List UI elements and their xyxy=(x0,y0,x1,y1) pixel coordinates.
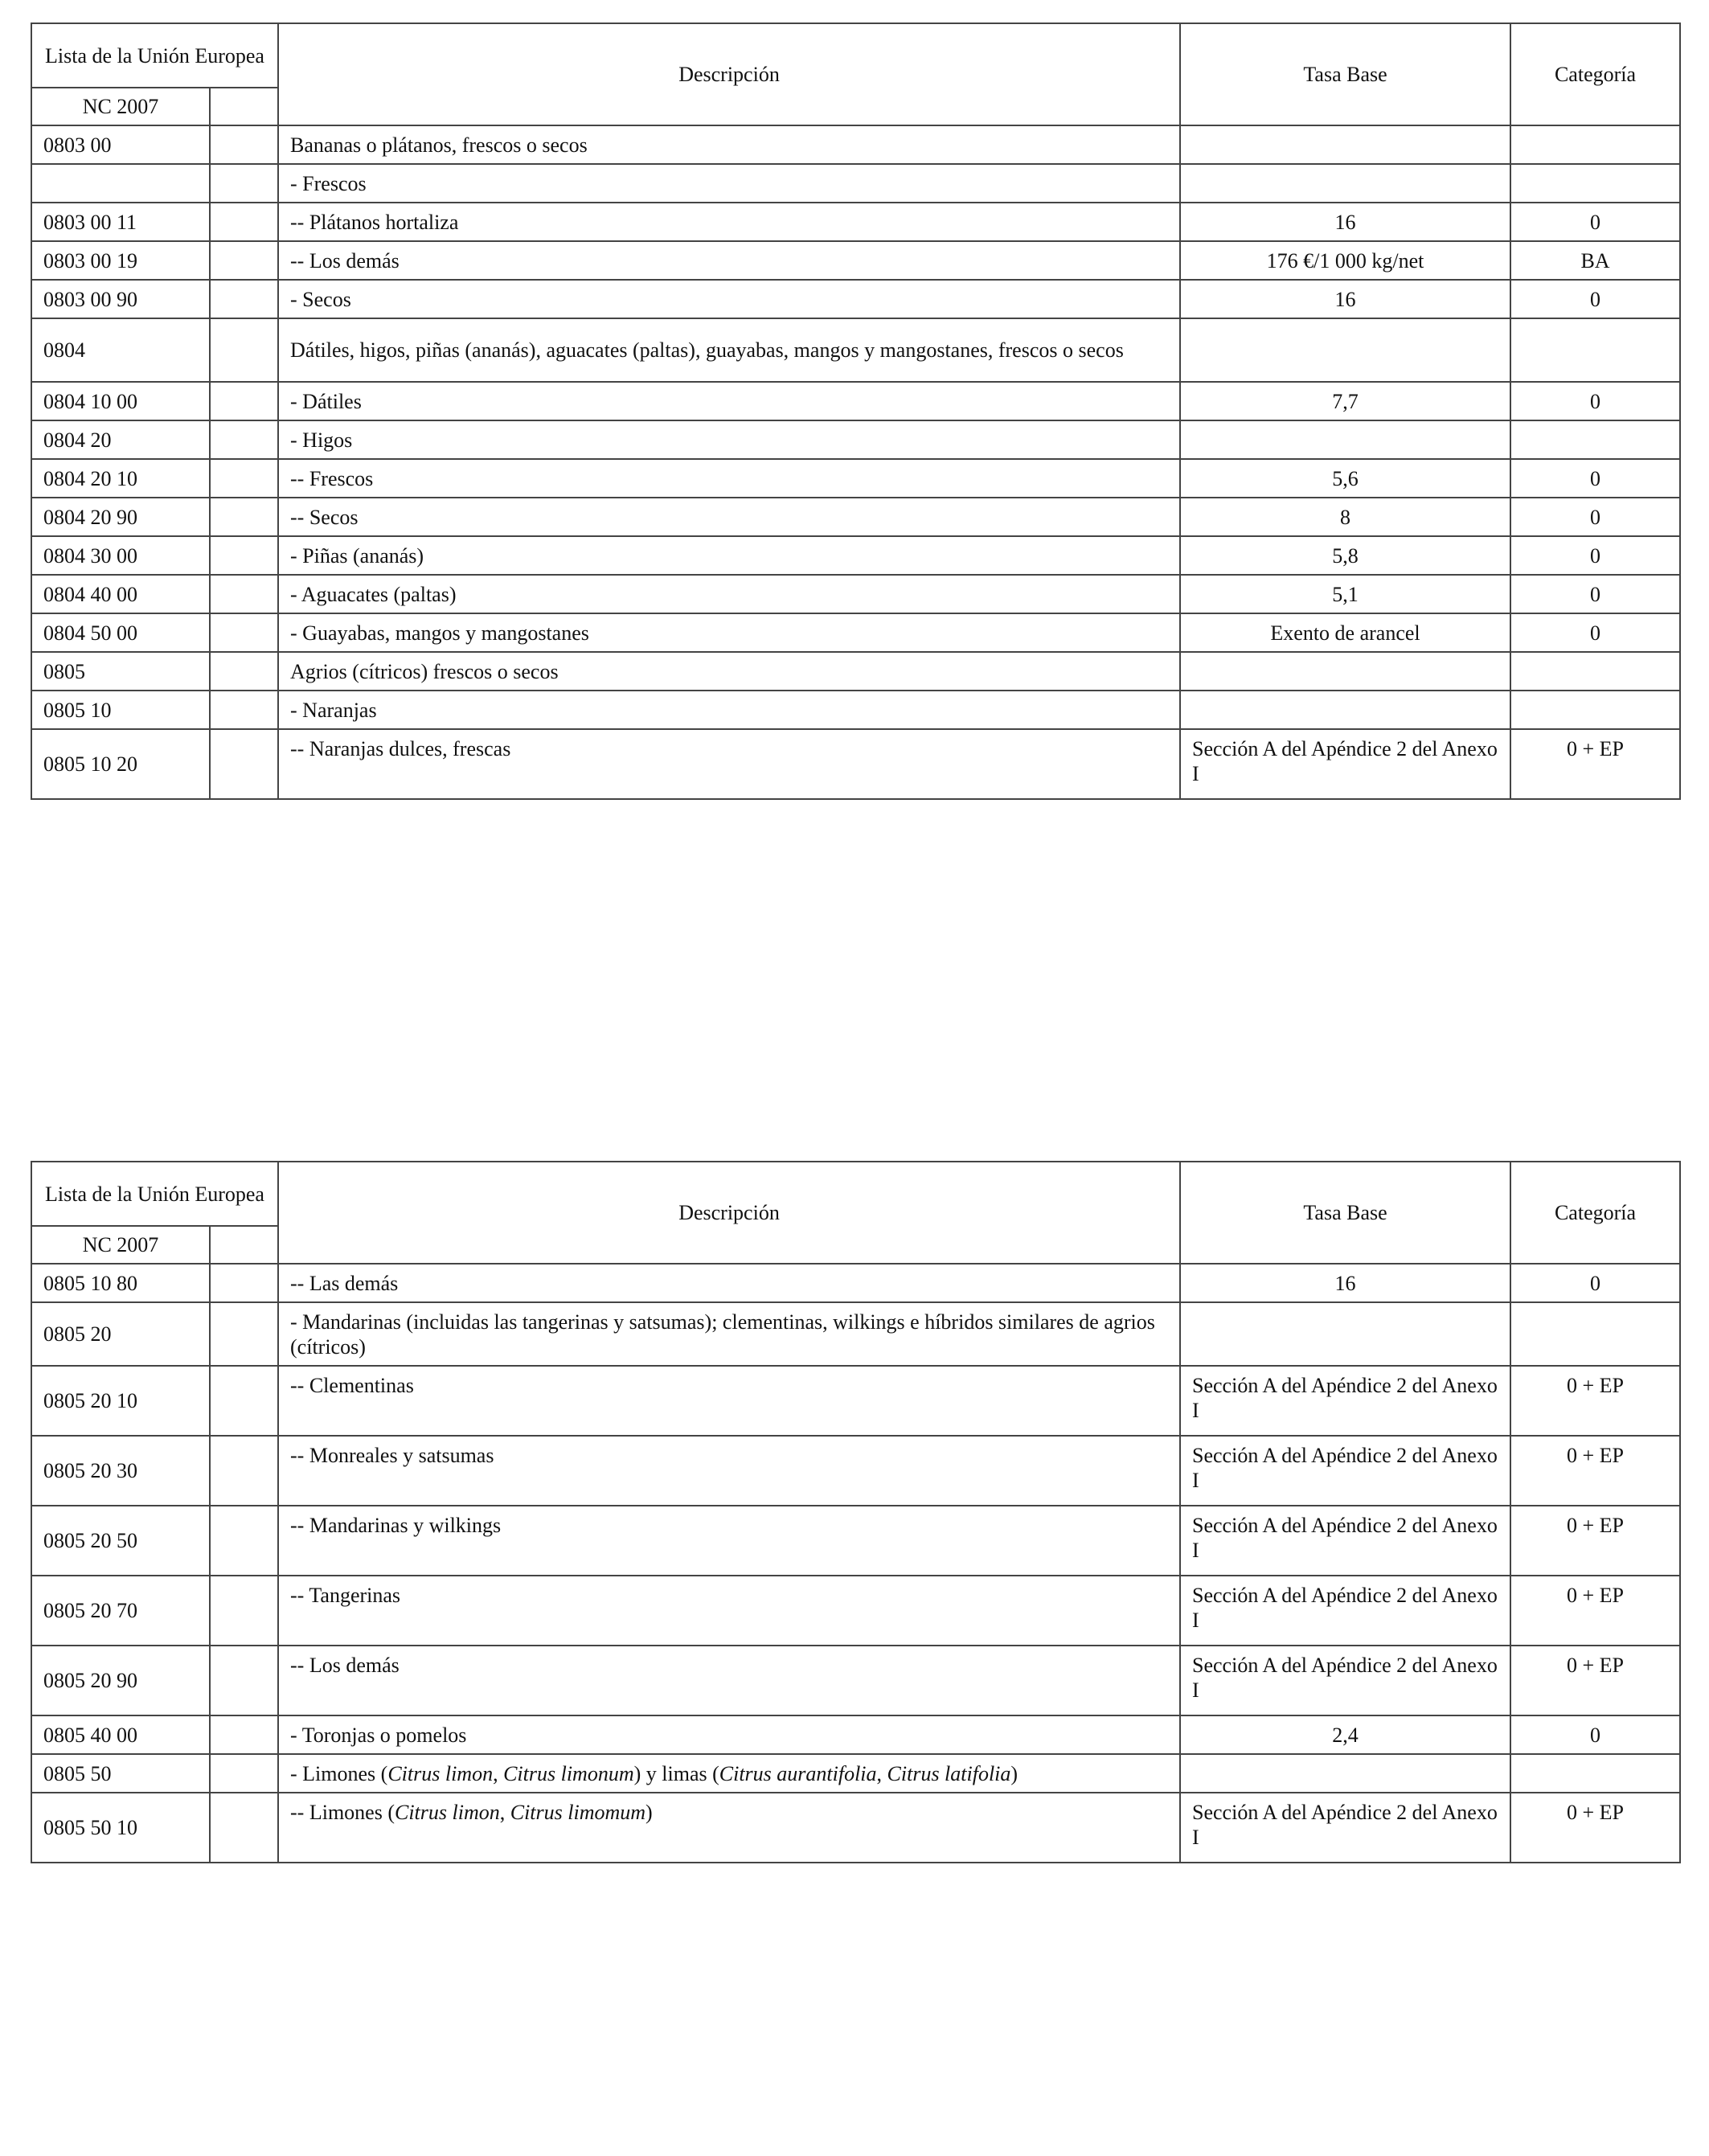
base-rate xyxy=(1180,691,1510,729)
category: 0 xyxy=(1510,613,1680,652)
header-base-rate: Tasa Base xyxy=(1180,23,1510,125)
blank-cell xyxy=(210,652,278,691)
nc-code: 0803 00 19 xyxy=(31,241,210,280)
table-row xyxy=(31,382,1680,420)
description: - Higos xyxy=(278,420,1180,459)
category: 0 + EP xyxy=(1510,1436,1680,1506)
header-category: Categoría xyxy=(1510,23,1680,125)
blank-cell xyxy=(210,498,278,536)
base-rate: 176 €/1 000 kg/net xyxy=(1180,241,1510,280)
blank-cell xyxy=(210,729,278,799)
category xyxy=(1510,125,1680,164)
base-rate: Sección A del Apéndice 2 del Anexo I xyxy=(1180,1793,1510,1863)
blank-cell xyxy=(210,536,278,575)
blank-cell xyxy=(210,1264,278,1302)
nc-code: 0803 00 90 xyxy=(31,280,210,318)
description-text: ) xyxy=(1010,1761,1018,1785)
description: - Naranjas xyxy=(278,691,1180,729)
table-row xyxy=(31,164,1680,203)
nc-code: 0805 20 xyxy=(31,1302,210,1366)
tariff-table-2 xyxy=(31,1161,1681,1863)
table-row xyxy=(31,652,1680,691)
description: - Toronjas o pomelos xyxy=(278,1715,1180,1754)
category: 0 + EP xyxy=(1510,1793,1680,1863)
blank-cell xyxy=(210,125,278,164)
table-row xyxy=(31,241,1680,280)
species-name: Citrus limonum xyxy=(503,1761,634,1785)
category xyxy=(1510,420,1680,459)
base-rate: 16 xyxy=(1180,1264,1510,1302)
nc-code: 0805 10 80 xyxy=(31,1264,210,1302)
nc-code: 0804 30 00 xyxy=(31,536,210,575)
category: 0 xyxy=(1510,382,1680,420)
nc-code: 0804 40 00 xyxy=(31,575,210,613)
nc-code: 0805 50 xyxy=(31,1754,210,1793)
species-name: Citrus limon xyxy=(394,1801,500,1824)
table-row xyxy=(31,420,1680,459)
base-rate: Sección A del Apéndice 2 del Anexo I xyxy=(1180,1366,1510,1436)
base-rate: Exento de arancel xyxy=(1180,613,1510,652)
nc-code: 0805 20 30 xyxy=(31,1436,210,1506)
description xyxy=(278,1793,1180,1863)
blank-cell xyxy=(210,164,278,203)
base-rate xyxy=(1180,420,1510,459)
nc-code: 0804 20 90 xyxy=(31,498,210,536)
base-rate: Sección A del Apéndice 2 del Anexo I xyxy=(1180,1506,1510,1576)
blank-cell xyxy=(210,420,278,459)
category: 0 xyxy=(1510,459,1680,498)
base-rate: 16 xyxy=(1180,280,1510,318)
category xyxy=(1510,1302,1680,1366)
base-rate xyxy=(1180,164,1510,203)
base-rate: Sección A del Apéndice 2 del Anexo I xyxy=(1180,1436,1510,1506)
nc-code: 0804 20 xyxy=(31,420,210,459)
description: -- Mandarinas y wilkings xyxy=(278,1506,1180,1576)
category: 0 xyxy=(1510,575,1680,613)
header-description: Descripción xyxy=(278,23,1180,125)
category: 0 + EP xyxy=(1510,1366,1680,1436)
base-rate xyxy=(1180,1302,1510,1366)
description: - Mandarinas (incluidas las tangerinas y satsumas); clementinas, wilkings e híbridos similares de agrios (cítricos) xyxy=(278,1302,1180,1366)
table-row xyxy=(31,729,1680,799)
table-row xyxy=(31,1754,1680,1793)
header-list-label: Lista de la Unión Europea xyxy=(31,1162,278,1226)
blank-cell xyxy=(210,1506,278,1576)
description: - Aguacates (paltas) xyxy=(278,575,1180,613)
blank-cell xyxy=(210,318,278,382)
table-row xyxy=(31,613,1680,652)
description: - Piñas (ananás) xyxy=(278,536,1180,575)
table-row xyxy=(31,691,1680,729)
nc-code: 0805 40 00 xyxy=(31,1715,210,1754)
description: -- Secos xyxy=(278,498,1180,536)
description: -- Monreales y satsumas xyxy=(278,1436,1180,1506)
blank-cell xyxy=(210,203,278,241)
blank-cell xyxy=(210,613,278,652)
category: 0 xyxy=(1510,280,1680,318)
table-row xyxy=(31,280,1680,318)
nc-code: 0805 10 20 xyxy=(31,729,210,799)
table-row xyxy=(31,1436,1680,1506)
header-list-label: Lista de la Unión Europea xyxy=(31,23,278,88)
table-row xyxy=(31,498,1680,536)
table-row xyxy=(31,1793,1680,1863)
category xyxy=(1510,318,1680,382)
blank-cell xyxy=(210,382,278,420)
species-name: Citrus limon xyxy=(387,1761,494,1785)
blank-cell xyxy=(210,1793,278,1863)
category: 0 xyxy=(1510,498,1680,536)
nc-code: 0805 20 10 xyxy=(31,1366,210,1436)
description: -- Los demás xyxy=(278,241,1180,280)
description: -- Tangerinas xyxy=(278,1576,1180,1646)
description-text: -- Limones ( xyxy=(290,1801,395,1824)
description: - Guayabas, mangos y mangostanes xyxy=(278,613,1180,652)
description xyxy=(278,1754,1180,1793)
table-row xyxy=(31,318,1680,382)
table-row xyxy=(31,536,1680,575)
table-row xyxy=(31,575,1680,613)
header-description: Descripción xyxy=(278,1162,1180,1264)
blank-cell xyxy=(210,575,278,613)
nc-code: 0805 xyxy=(31,652,210,691)
category: 0 + EP xyxy=(1510,1576,1680,1646)
description-text: ) y limas ( xyxy=(633,1761,719,1785)
table-row xyxy=(31,1715,1680,1754)
category: 0 xyxy=(1510,536,1680,575)
category xyxy=(1510,1754,1680,1793)
category xyxy=(1510,691,1680,729)
category: 0 + EP xyxy=(1510,1506,1680,1576)
nc-code: 0804 xyxy=(31,318,210,382)
description-text: ) xyxy=(645,1801,653,1824)
description: Agrios (cítricos) frescos o secos xyxy=(278,652,1180,691)
nc-code: 0804 20 10 xyxy=(31,459,210,498)
base-rate: 16 xyxy=(1180,203,1510,241)
description: Bananas o plátanos, frescos o secos xyxy=(278,125,1180,164)
table-row xyxy=(31,1366,1680,1436)
blank-cell xyxy=(210,459,278,498)
base-rate: Sección A del Apéndice 2 del Anexo I xyxy=(1180,1576,1510,1646)
nc-code: 0804 10 00 xyxy=(31,382,210,420)
base-rate: 2,4 xyxy=(1180,1715,1510,1754)
table-row xyxy=(31,1576,1680,1646)
description: -- Plátanos hortaliza xyxy=(278,203,1180,241)
category: 0 + EP xyxy=(1510,1646,1680,1715)
blank-cell xyxy=(210,280,278,318)
description-text: , xyxy=(493,1761,504,1785)
nc-code: 0805 10 xyxy=(31,691,210,729)
base-rate: 5,6 xyxy=(1180,459,1510,498)
category: 0 xyxy=(1510,1264,1680,1302)
table-row xyxy=(31,125,1680,164)
description-text: , xyxy=(499,1801,510,1824)
blank-cell xyxy=(210,241,278,280)
category xyxy=(1510,652,1680,691)
description: -- Frescos xyxy=(278,459,1180,498)
nc-code: 0805 20 90 xyxy=(31,1646,210,1715)
description: -- Los demás xyxy=(278,1646,1180,1715)
nc-code: 0805 20 50 xyxy=(31,1506,210,1576)
description: -- Clementinas xyxy=(278,1366,1180,1436)
header-category: Categoría xyxy=(1510,1162,1680,1264)
description-text: - Limones ( xyxy=(290,1761,388,1785)
header-base-rate: Tasa Base xyxy=(1180,1162,1510,1264)
nc-code: 0803 00 11 xyxy=(31,203,210,241)
table-row xyxy=(31,1506,1680,1576)
category: BA xyxy=(1510,241,1680,280)
description-text: , xyxy=(876,1761,887,1785)
species-name: Citrus aurantifolia xyxy=(719,1761,877,1785)
blank-cell xyxy=(210,1436,278,1506)
base-rate: 5,8 xyxy=(1180,536,1510,575)
nc-code: 0803 00 xyxy=(31,125,210,164)
base-rate: 7,7 xyxy=(1180,382,1510,420)
description: Dátiles, higos, piñas (ananás), aguacates (paltas), guayabas, mangos y mangostanes, frescos o secos xyxy=(278,318,1180,382)
header-blank-cell xyxy=(210,88,278,125)
description: -- Naranjas dulces, frescas xyxy=(278,729,1180,799)
table-row xyxy=(31,459,1680,498)
description: - Secos xyxy=(278,280,1180,318)
category: 0 xyxy=(1510,203,1680,241)
species-name: Citrus limomum xyxy=(510,1801,646,1824)
table-row xyxy=(31,1302,1680,1366)
base-rate xyxy=(1180,318,1510,382)
blank-cell xyxy=(210,1715,278,1754)
header-nc-label: NC 2007 xyxy=(31,1226,210,1264)
blank-cell xyxy=(210,1366,278,1436)
base-rate: 8 xyxy=(1180,498,1510,536)
nc-code: 0805 20 70 xyxy=(31,1576,210,1646)
blank-cell xyxy=(210,1576,278,1646)
nc-code: 0805 50 10 xyxy=(31,1793,210,1863)
table-row xyxy=(31,1646,1680,1715)
description: - Frescos xyxy=(278,164,1180,203)
nc-code xyxy=(31,164,210,203)
table-row xyxy=(31,1264,1680,1302)
base-rate xyxy=(1180,652,1510,691)
base-rate xyxy=(1180,125,1510,164)
description: -- Las demás xyxy=(278,1264,1180,1302)
base-rate xyxy=(1180,1754,1510,1793)
base-rate: 5,1 xyxy=(1180,575,1510,613)
category: 0 + EP xyxy=(1510,729,1680,799)
blank-cell xyxy=(210,1646,278,1715)
tariff-table-1 xyxy=(31,23,1681,800)
description: - Dátiles xyxy=(278,382,1180,420)
species-name: Citrus latifolia xyxy=(887,1761,1011,1785)
header-nc-label: NC 2007 xyxy=(31,88,210,125)
table-row xyxy=(31,203,1680,241)
header-blank-cell xyxy=(210,1226,278,1264)
blank-cell xyxy=(210,1302,278,1366)
category xyxy=(1510,164,1680,203)
base-rate: Sección A del Apéndice 2 del Anexo I xyxy=(1180,729,1510,799)
blank-cell xyxy=(210,691,278,729)
category: 0 xyxy=(1510,1715,1680,1754)
blank-cell xyxy=(210,1754,278,1793)
nc-code: 0804 50 00 xyxy=(31,613,210,652)
base-rate: Sección A del Apéndice 2 del Anexo I xyxy=(1180,1646,1510,1715)
